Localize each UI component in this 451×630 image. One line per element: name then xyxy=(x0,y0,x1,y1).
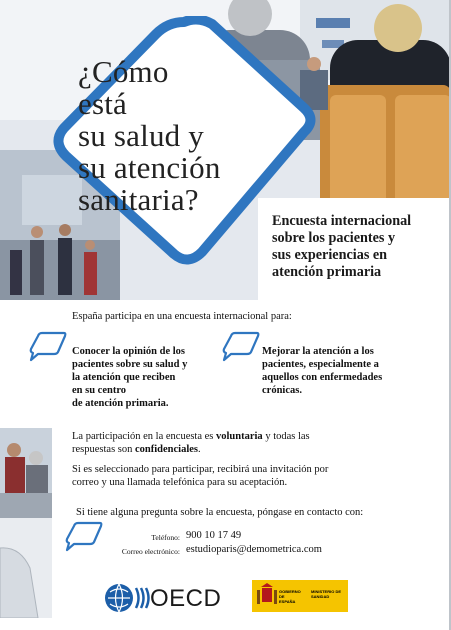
goal-right-line-2: pacientes, especialmente a xyxy=(262,359,379,370)
participation-text xyxy=(72,430,310,456)
goal-left-line-3: la atención que reciben xyxy=(72,372,176,383)
speech-bubble-icon xyxy=(221,330,261,362)
patients-photo xyxy=(0,428,52,618)
contact-intro: Si tiene alguna pregunta sobre la encuesta, póngase en contacto con: xyxy=(76,507,364,518)
participation-line2-b: . xyxy=(198,444,201,455)
speech-bubble-icon xyxy=(28,330,68,362)
participation-voluntary: voluntaria xyxy=(216,431,263,442)
goal-right-line-1: Mejorar la atención a los xyxy=(262,346,374,357)
participation-line1-a: La participación en la encuesta es xyxy=(72,431,217,442)
goal-left-line-4: en su centro xyxy=(72,385,127,396)
participation-line2-a: respuestas son xyxy=(72,444,135,455)
participation-confidential: confidenciales xyxy=(135,444,198,455)
subtitle-line-3: sus experiencias en xyxy=(272,247,388,263)
phone-label: Teléfono: xyxy=(151,533,180,542)
participation-line1-b: y todas las xyxy=(262,431,310,442)
email-address[interactable]: estudioparis@demometrica.com xyxy=(186,544,322,555)
intro-text: España participa en una encuesta internacional para: xyxy=(72,311,292,322)
goal-right xyxy=(262,345,382,397)
invitation-line-2: correo y una llamada telefónica para su aceptación. xyxy=(72,477,288,488)
invitation-line-1: Si es seleccionado para participar, recibirá una invitación por xyxy=(72,464,329,475)
goal-left-line-1: Conocer la opinión de los xyxy=(72,346,185,357)
gov-label: GOBIERNO DE ESPAÑA xyxy=(279,589,301,604)
title-line-5: sanitaria? xyxy=(78,182,199,217)
goal-right-line-3: aquellos con enfermedades xyxy=(262,372,383,383)
goal-left xyxy=(72,345,187,410)
email-label: Correo electrónico: xyxy=(121,547,180,556)
oecd-wordmark: OECD xyxy=(150,585,222,612)
subtitle-line-1: Encuesta internacional xyxy=(272,213,412,229)
phone-number[interactable]: 900 10 17 49 xyxy=(186,530,242,541)
goal-left-line-2: pacientes sobre su salud y xyxy=(72,359,188,370)
subtitle xyxy=(272,213,444,281)
title-line-3: su salud y xyxy=(78,118,204,153)
ministry-label: MINISTERIO DE SANIDAD xyxy=(311,589,342,599)
speech-bubble-icon xyxy=(64,520,104,552)
title-line-2: está xyxy=(78,86,127,121)
subtitle-line-4: atención primaria xyxy=(272,264,382,280)
subtitle-line-2: sobre los pacientes y xyxy=(272,230,396,246)
goal-right-line-4: crónicas. xyxy=(262,385,302,396)
page-title xyxy=(78,56,221,216)
patients-illustration xyxy=(0,428,52,618)
title-line-1: ¿Cómo xyxy=(78,54,169,89)
goal-left-line-5: de atención primaria. xyxy=(72,398,169,409)
title-line-4: su atención xyxy=(78,150,221,185)
invitation-text xyxy=(72,463,328,489)
coat-of-arms-icon xyxy=(254,580,278,612)
